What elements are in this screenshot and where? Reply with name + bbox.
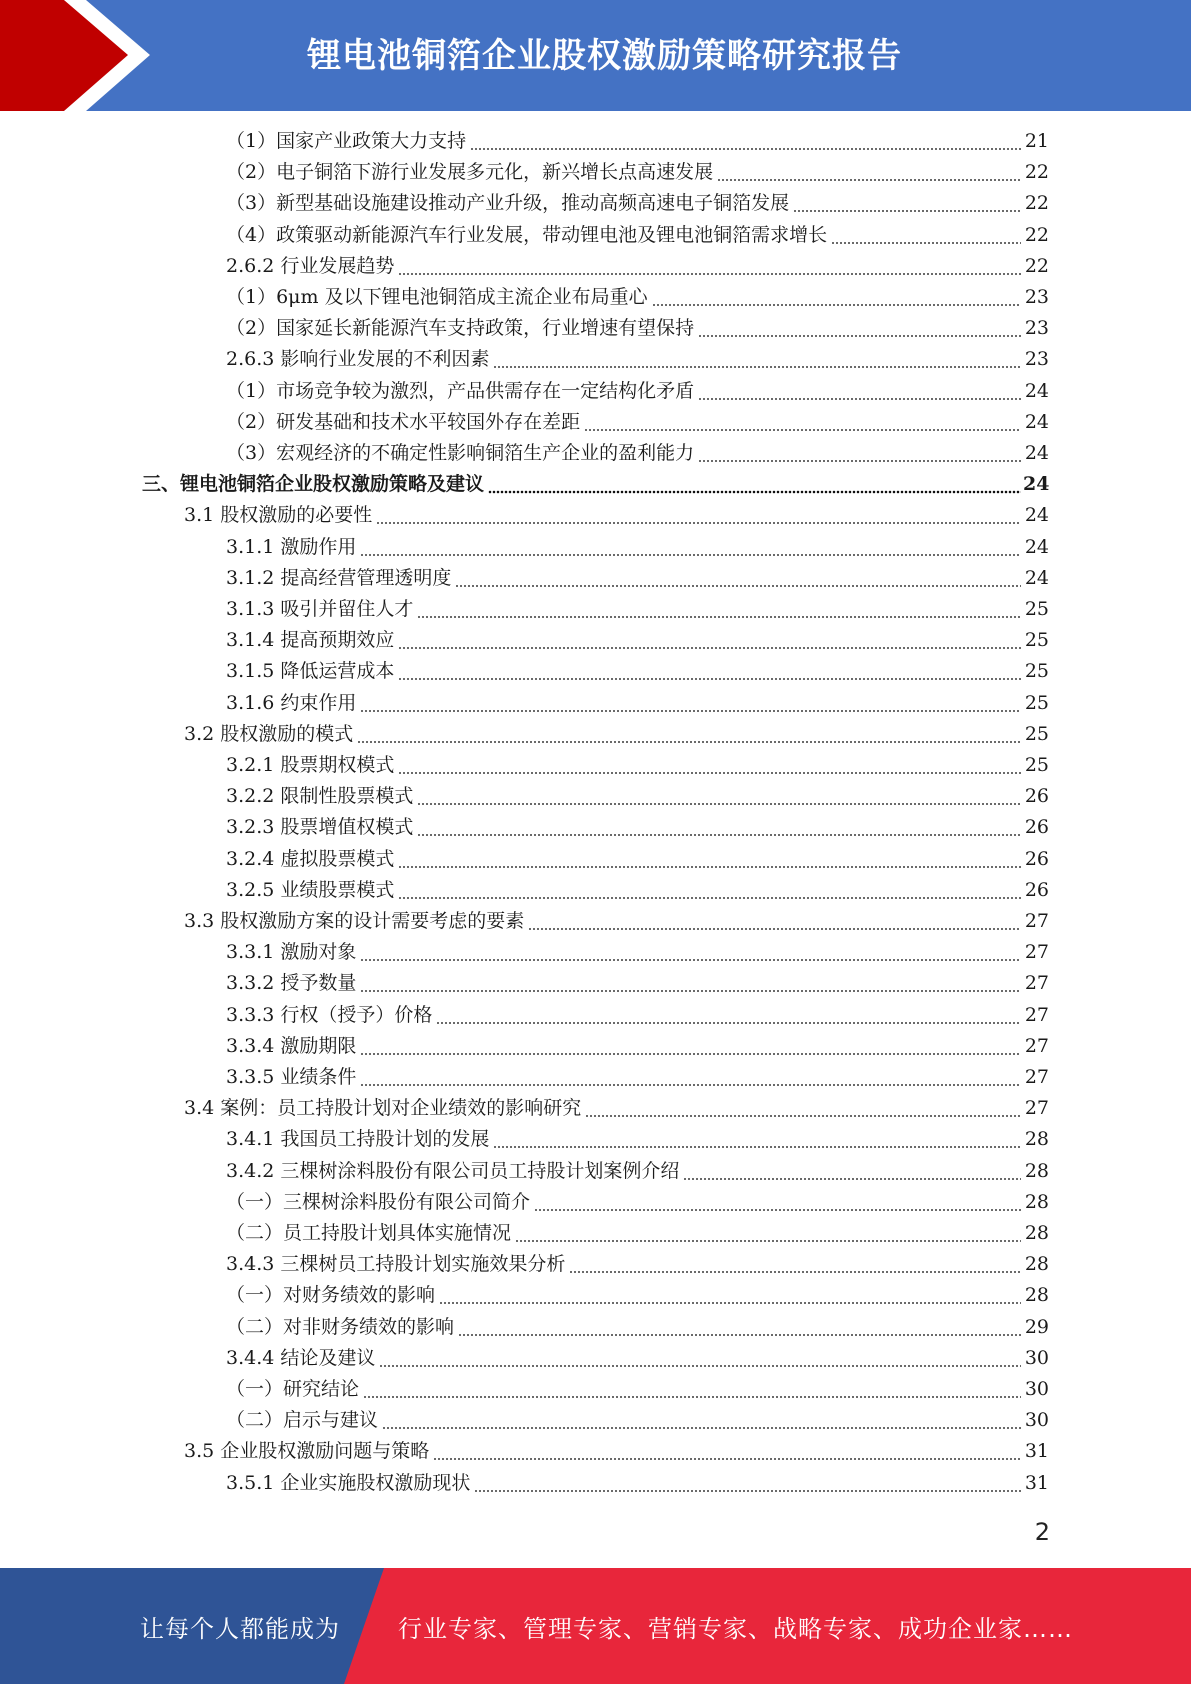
toc-leader-dots xyxy=(357,719,1021,750)
toc-entry[interactable] xyxy=(226,656,1049,687)
toc-leader-dots xyxy=(379,1343,1021,1374)
toc-entry-title: 2.6.3 影响行业发展的不利因素 xyxy=(226,348,490,370)
toc-entry-page: 27 xyxy=(1024,1035,1049,1057)
toc-leader-dots xyxy=(436,1000,1021,1031)
toc-entry-title: 3.4.4 结论及建议 xyxy=(226,1347,376,1369)
toc-entry[interactable] xyxy=(226,344,1049,375)
toc-entry-page: 28 xyxy=(1024,1128,1049,1150)
toc-entry[interactable] xyxy=(226,1187,1049,1218)
toc-entry[interactable] xyxy=(226,220,1049,251)
toc-entry-page: 24 xyxy=(1023,473,1050,495)
toc-leader-dots xyxy=(515,1218,1021,1249)
footer-slogan-left: 让每个人都能成为 xyxy=(140,1615,340,1643)
toc-entry-title: 3.2 股权激励的模式 xyxy=(184,723,354,745)
toc-entry[interactable] xyxy=(226,1124,1049,1155)
toc-entry[interactable] xyxy=(226,1280,1049,1311)
toc-entry-page: 25 xyxy=(1024,692,1049,714)
toc-entry-title: （一）对财务绩效的影响 xyxy=(226,1284,436,1306)
toc-leader-dots xyxy=(493,1124,1021,1155)
toc-entry-page: 25 xyxy=(1024,754,1049,776)
toc-entry[interactable] xyxy=(226,1218,1049,1249)
toc-leader-dots xyxy=(398,844,1021,875)
toc-entry-title: 2.6.2 行业发展趋势 xyxy=(226,255,395,277)
toc-entry-page: 25 xyxy=(1024,723,1049,745)
toc-entry-page: 28 xyxy=(1024,1284,1049,1306)
toc-entry[interactable] xyxy=(226,563,1049,594)
toc-entry-page: 31 xyxy=(1024,1440,1049,1462)
toc-entry[interactable] xyxy=(226,157,1049,188)
toc-entry[interactable] xyxy=(184,1436,1049,1467)
toc-entry-title: （2）电子铜箔下游行业发展多元化，新兴增长点高速发展 xyxy=(226,161,714,183)
toc-entry-title: （1）6μm 及以下锂电池铜箔成主流企业布局重心 xyxy=(226,286,648,308)
toc-entry-title: 3.2.5 业绩股票模式 xyxy=(226,879,395,901)
toc-entry-page: 27 xyxy=(1024,941,1049,963)
toc-entry-title: 3.3.2 授予数量 xyxy=(226,972,357,994)
toc-leader-dots xyxy=(831,220,1021,251)
toc-entry-page: 22 xyxy=(1024,224,1049,246)
toc-entry-page: 27 xyxy=(1024,910,1049,932)
toc-entry-title: （二）启示与建议 xyxy=(226,1409,379,1431)
toc-entry-page: 26 xyxy=(1024,816,1049,838)
toc-entry-title: 3.2.1 股票期权模式 xyxy=(226,754,395,776)
toc-entry[interactable] xyxy=(226,1468,1049,1499)
toc-entry-title: （一）研究结论 xyxy=(226,1378,360,1400)
toc-entry[interactable] xyxy=(226,1031,1049,1062)
toc-entry-page: 27 xyxy=(1024,972,1049,994)
toc-entry-page: 24 xyxy=(1024,411,1049,433)
toc-entry-title: 3.3.4 激励期限 xyxy=(226,1035,357,1057)
toc-entry[interactable] xyxy=(226,937,1049,968)
toc-entry[interactable] xyxy=(226,750,1049,781)
toc-entry-title: 3.3 股权激励方案的设计需要考虑的要素 xyxy=(184,910,525,932)
toc-entry[interactable] xyxy=(226,1000,1049,1031)
toc-entry[interactable] xyxy=(226,1343,1049,1374)
toc-entry-page: 29 xyxy=(1024,1316,1049,1338)
toc-entry-title: （一）三棵树涂料股份有限公司简介 xyxy=(226,1191,531,1213)
toc-entry-title: （二）员工持股计划具体实施情况 xyxy=(226,1222,512,1244)
toc-entry-page: 23 xyxy=(1024,348,1049,370)
toc-entry-title: 3.4.1 我国员工持股计划的发展 xyxy=(226,1128,490,1150)
toc-entry-title: （1）市场竞争较为激烈，产品供需存在一定结构化矛盾 xyxy=(226,380,695,402)
toc-entry[interactable] xyxy=(226,1374,1049,1405)
toc-leader-dots xyxy=(698,376,1021,407)
toc-entry[interactable] xyxy=(226,1062,1049,1093)
toc-entry-page: 24 xyxy=(1024,442,1049,464)
toc-leader-dots xyxy=(398,656,1021,687)
toc-entry[interactable] xyxy=(226,1156,1049,1187)
toc-entry[interactable] xyxy=(226,407,1049,438)
toc-leader-dots xyxy=(474,1468,1021,1499)
toc-leader-dots xyxy=(360,1062,1021,1093)
toc-entry[interactable] xyxy=(226,594,1049,625)
toc-leader-dots xyxy=(717,157,1021,188)
toc-entry-page: 30 xyxy=(1024,1378,1049,1400)
toc-entry-page: 24 xyxy=(1024,380,1049,402)
page-header xyxy=(0,0,1191,111)
toc-entry[interactable] xyxy=(142,469,1049,500)
toc-entry-page: 23 xyxy=(1024,286,1049,308)
toc-entry[interactable] xyxy=(226,1312,1049,1343)
report-title: 锂电池铜箔企业股权激励策略研究报告 xyxy=(307,36,902,76)
toc-leader-dots xyxy=(584,407,1021,438)
toc-leader-dots xyxy=(398,875,1021,906)
toc-entry-page: 24 xyxy=(1024,567,1049,589)
toc-leader-dots xyxy=(569,1249,1021,1280)
toc-entry-title: 3.1.3 吸引并留住人才 xyxy=(226,598,414,620)
toc-entry-page: 23 xyxy=(1024,317,1049,339)
toc-entry-page: 28 xyxy=(1024,1222,1049,1244)
toc-entry-title: （二）对非财务绩效的影响 xyxy=(226,1316,455,1338)
toc-entry[interactable] xyxy=(226,188,1049,219)
toc-entry-title: （3）新型基础设施建设推动产业升级，推动高频高速电子铜箔发展 xyxy=(226,192,790,214)
toc-leader-dots xyxy=(458,1312,1021,1343)
toc-entry-title: （2）研发基础和技术水平较国外存在差距 xyxy=(226,411,581,433)
toc-entry-title: 3.4.2 三棵树涂料股份有限公司员工持股计划案例介绍 xyxy=(226,1160,680,1182)
toc-leader-dots xyxy=(398,251,1021,282)
toc-entry-page: 22 xyxy=(1024,161,1049,183)
toc-entry-title: （4）政策驱动新能源汽车行业发展，带动锂电池及锂电池铜箔需求增长 xyxy=(226,224,828,246)
toc-entry-page: 30 xyxy=(1024,1347,1049,1369)
toc-entry-title: （1）国家产业政策大力支持 xyxy=(226,130,467,152)
toc-leader-dots xyxy=(360,688,1021,719)
toc-entry[interactable] xyxy=(226,1405,1049,1436)
toc-entry-page: 26 xyxy=(1024,879,1049,901)
toc-entry-title: 3.2.2 限制性股票模式 xyxy=(226,785,414,807)
toc-entry-page: 24 xyxy=(1024,504,1049,526)
toc-leader-dots xyxy=(652,282,1021,313)
toc-leader-dots xyxy=(360,968,1021,999)
toc-entry[interactable] xyxy=(226,376,1049,407)
toc-entry-page: 22 xyxy=(1024,192,1049,214)
toc-leader-dots xyxy=(360,937,1021,968)
toc-leader-dots xyxy=(417,781,1021,812)
toc-entry[interactable] xyxy=(184,500,1049,531)
toc-leader-dots xyxy=(363,1374,1021,1405)
toc-entry-title: 3.1.4 提高预期效应 xyxy=(226,629,395,651)
toc-leader-dots xyxy=(698,438,1021,469)
toc-entry-title: 3.2.4 虚拟股票模式 xyxy=(226,848,395,870)
toc-entry-title: 3.1.5 降低运营成本 xyxy=(226,660,395,682)
toc-entry-title: 3.1.1 激励作用 xyxy=(226,536,357,558)
toc-leader-dots xyxy=(683,1156,1021,1187)
toc-entry-page: 28 xyxy=(1024,1160,1049,1182)
toc-entry[interactable] xyxy=(226,532,1049,563)
page-footer xyxy=(0,1568,1191,1684)
toc-entry-page: 30 xyxy=(1024,1409,1049,1431)
toc-leader-dots xyxy=(360,532,1021,563)
toc-entry-title: 3.4.3 三棵树员工持股计划实施效果分析 xyxy=(226,1253,566,1275)
toc-entry-page: 25 xyxy=(1024,629,1049,651)
toc-entry-title: 3.4 案例：员工持股计划对企业绩效的影响研究 xyxy=(184,1097,582,1119)
toc-leader-dots xyxy=(493,344,1021,375)
toc-entry[interactable] xyxy=(226,313,1049,344)
toc-entry-page: 24 xyxy=(1024,536,1049,558)
toc-entry[interactable] xyxy=(226,688,1049,719)
toc-entry-page: 28 xyxy=(1024,1253,1049,1275)
toc-entry-page: 27 xyxy=(1024,1004,1049,1026)
toc-entry-page: 25 xyxy=(1024,598,1049,620)
toc-leader-dots xyxy=(417,594,1021,625)
toc-entry-title: （2）国家延长新能源汽车支持政策，行业增速有望保持 xyxy=(226,317,695,339)
toc-entry-page: 27 xyxy=(1024,1066,1049,1088)
toc-entry[interactable] xyxy=(226,875,1049,906)
toc-entry[interactable] xyxy=(226,251,1049,282)
toc-entry[interactable] xyxy=(226,282,1049,313)
toc-entry[interactable] xyxy=(226,1249,1049,1280)
toc-entry-page: 22 xyxy=(1024,255,1049,277)
toc-leader-dots xyxy=(793,188,1021,219)
toc-leader-dots xyxy=(433,1436,1021,1467)
toc-entry-title: 三、锂电池铜箔企业股权激励策略及建议 xyxy=(142,473,485,495)
toc-entry[interactable] xyxy=(226,438,1049,469)
toc-leader-dots xyxy=(534,1187,1021,1218)
toc-leader-dots xyxy=(360,1031,1021,1062)
toc-leader-dots xyxy=(417,812,1021,843)
toc-leader-dots xyxy=(439,1280,1021,1311)
toc-entry[interactable] xyxy=(226,625,1049,656)
toc-leader-dots xyxy=(698,313,1021,344)
toc-entry[interactable] xyxy=(226,844,1049,875)
toc-entry-title: 3.1 股权激励的必要性 xyxy=(184,504,373,526)
toc-entry[interactable] xyxy=(226,781,1049,812)
toc-entry-title: 3.3.5 业绩条件 xyxy=(226,1066,357,1088)
toc-entry-page: 28 xyxy=(1024,1191,1049,1213)
toc-entry-page: 26 xyxy=(1024,848,1049,870)
toc-leader-dots xyxy=(398,625,1021,656)
toc-leader-dots xyxy=(488,469,1021,500)
toc-entry[interactable] xyxy=(226,126,1049,157)
toc-entry[interactable] xyxy=(226,968,1049,999)
toc-entry[interactable] xyxy=(184,906,1049,937)
toc-entry-page: 25 xyxy=(1024,660,1049,682)
toc-entry[interactable] xyxy=(184,1093,1049,1124)
toc-entry-title: （3）宏观经济的不确定性影响铜箔生产企业的盈利能力 xyxy=(226,442,695,464)
toc-leader-dots xyxy=(455,563,1021,594)
toc-leader-dots xyxy=(398,750,1021,781)
toc-leader-dots xyxy=(376,500,1021,531)
toc-leader-dots xyxy=(585,1093,1021,1124)
toc-leader-dots xyxy=(382,1405,1021,1436)
toc-leader-dots xyxy=(470,126,1021,157)
toc-entry-title: 3.1.6 约束作用 xyxy=(226,692,357,714)
footer-slogan-right: 行业专家、管理专家、营销专家、战略专家、成功企业家…… xyxy=(398,1615,1073,1643)
toc-entry-title: 3.1.2 提高经营管理透明度 xyxy=(226,567,452,589)
toc-entry-page: 27 xyxy=(1024,1097,1049,1119)
toc-entry-page: 31 xyxy=(1024,1472,1049,1494)
toc-entry-title: 3.3.3 行权（授予）价格 xyxy=(226,1004,433,1026)
toc-entry-title: 3.2.3 股票增值权模式 xyxy=(226,816,414,838)
toc-leader-dots xyxy=(528,906,1021,937)
toc-entry-title: 3.3.1 激励对象 xyxy=(226,941,357,963)
toc-entry[interactable] xyxy=(226,812,1049,843)
toc-entry-page: 26 xyxy=(1024,785,1049,807)
toc-entry-title: 3.5 企业股权激励问题与策略 xyxy=(184,1440,430,1462)
toc-entry-title: 3.5.1 企业实施股权激励现状 xyxy=(226,1472,471,1494)
page-number: 2 xyxy=(1034,1518,1050,1546)
toc-entry[interactable] xyxy=(184,719,1049,750)
toc-entry-page: 21 xyxy=(1024,130,1049,152)
